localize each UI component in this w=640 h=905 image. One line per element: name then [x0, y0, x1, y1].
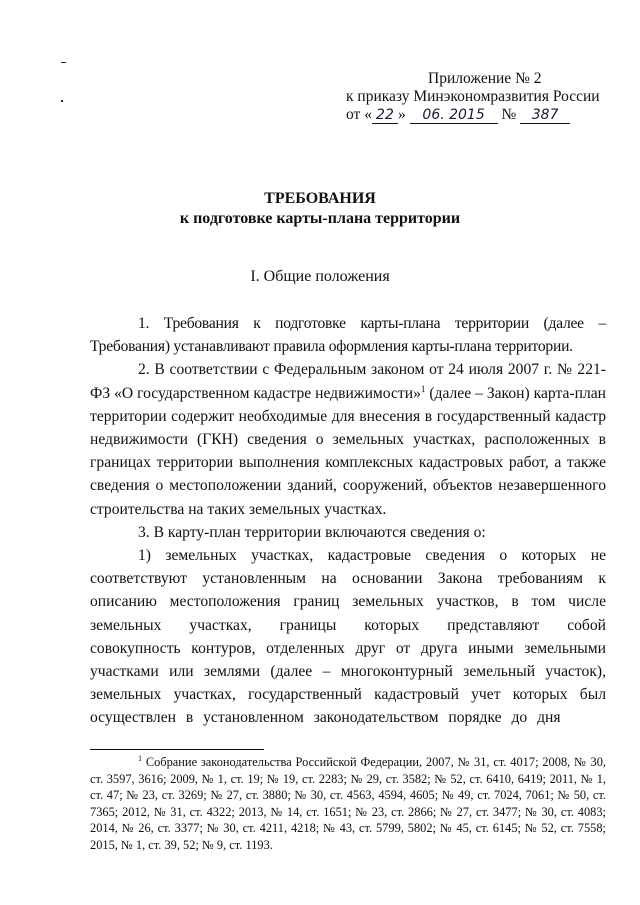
paragraph-2 — [90, 358, 606, 520]
scan-speck — [61, 62, 66, 63]
footnote-text: Собрание законодательства Российской Федерации, 2007, № 31, ст. 4017; 2008, № 30, ст. 3597, 3616; 2009, № 1, ст. 19; № 19, ст. 2283; № 29, ст. 3582; № 52, ст. 6410, 6419; 2011, № 1, ст. 47; № 23, ст. 3269; № 27, ст. 3880; № 30, ст. 4563, 4594, 4605; № 49, ст. 7024, 7061; № 50, ст. 7365; 2012, № 31, ст. 4322; 2013, № 14, ст. 1651; № 23, ст. 2866; № 27, ст. 3477; № 30, ст. 4083; 2014, № 26, ст. 3377; № 30, ст. 4211, 4218; № 43, ст. 5799, 5802; № 45, ст. 6145; № 52, ст. 7558; 2015, № 1, ст. 39, 52; № 9, ст. 1193. — [90, 755, 606, 852]
order-date-line — [346, 106, 606, 124]
handwritten-month-year: 06. 2015 — [410, 108, 498, 124]
appendix-header — [346, 70, 606, 124]
date-prefix: от « — [346, 106, 372, 123]
paragraph-1: 1. Требования к подготовке карты-плана территории (далее – Требования) устанавливают правила оформления карты-плана территории. — [90, 315, 606, 356]
document-subtitle: к подготовке карты-плана территории — [179, 210, 461, 227]
paragraph-2-text-a: 2. В соответствии с Федеральным законом от 24 июля 2007 г. № 221-ФЗ «О государственном кадастре недвижимости» — [90, 361, 606, 402]
paragraph-2-text-b: (далее – Закон) карта-план территории содержит необходимые для внесения в государственный кадастр недвижимости (ГКН) сведения о земельных участках, расположенных в границах территории выполнения комплексных кадастровых работ, а также сведения о местоположении зданий, сооружений, объектов незавершенного строительства на таких земельных участках. — [90, 384, 606, 518]
document-body — [90, 312, 606, 730]
footnote-separator — [90, 749, 264, 750]
handwritten-order-number: 387 — [520, 108, 570, 124]
document-title: ТРЕБОВАНИЯ — [264, 190, 376, 207]
footnote-ref: 1 — [420, 383, 426, 394]
section-heading: I. Общие положения — [250, 268, 390, 285]
paragraph-3: 3. В карту-план территории включаются сведения о: — [138, 523, 486, 541]
appendix-number: Приложение № 2 — [428, 70, 542, 87]
number-prefix: № — [501, 106, 517, 123]
footnote-mark: 1 — [138, 753, 142, 763]
order-reference: к приказу Минэкономразвития России — [346, 88, 600, 105]
footnote — [90, 754, 606, 854]
paragraph-4: 1) земельных участках, кадастровые сведения о которых не соответствуют установленным на основании Закона требованиям к описанию местоположения границ земельных участков, в том числе земельных участках, границы которых представляют собой совокупность контуров, отделенных друг от друга иными земельными участками или землями (далее – многоконтурный земельный участок), земельных участках, государственный кадастровый учет которых был осуществлен в установленном законодательством порядке до дня — [90, 547, 606, 727]
handwritten-day: 22 — [372, 108, 398, 124]
scan-speck — [61, 100, 63, 102]
date-mid: » — [397, 106, 406, 123]
